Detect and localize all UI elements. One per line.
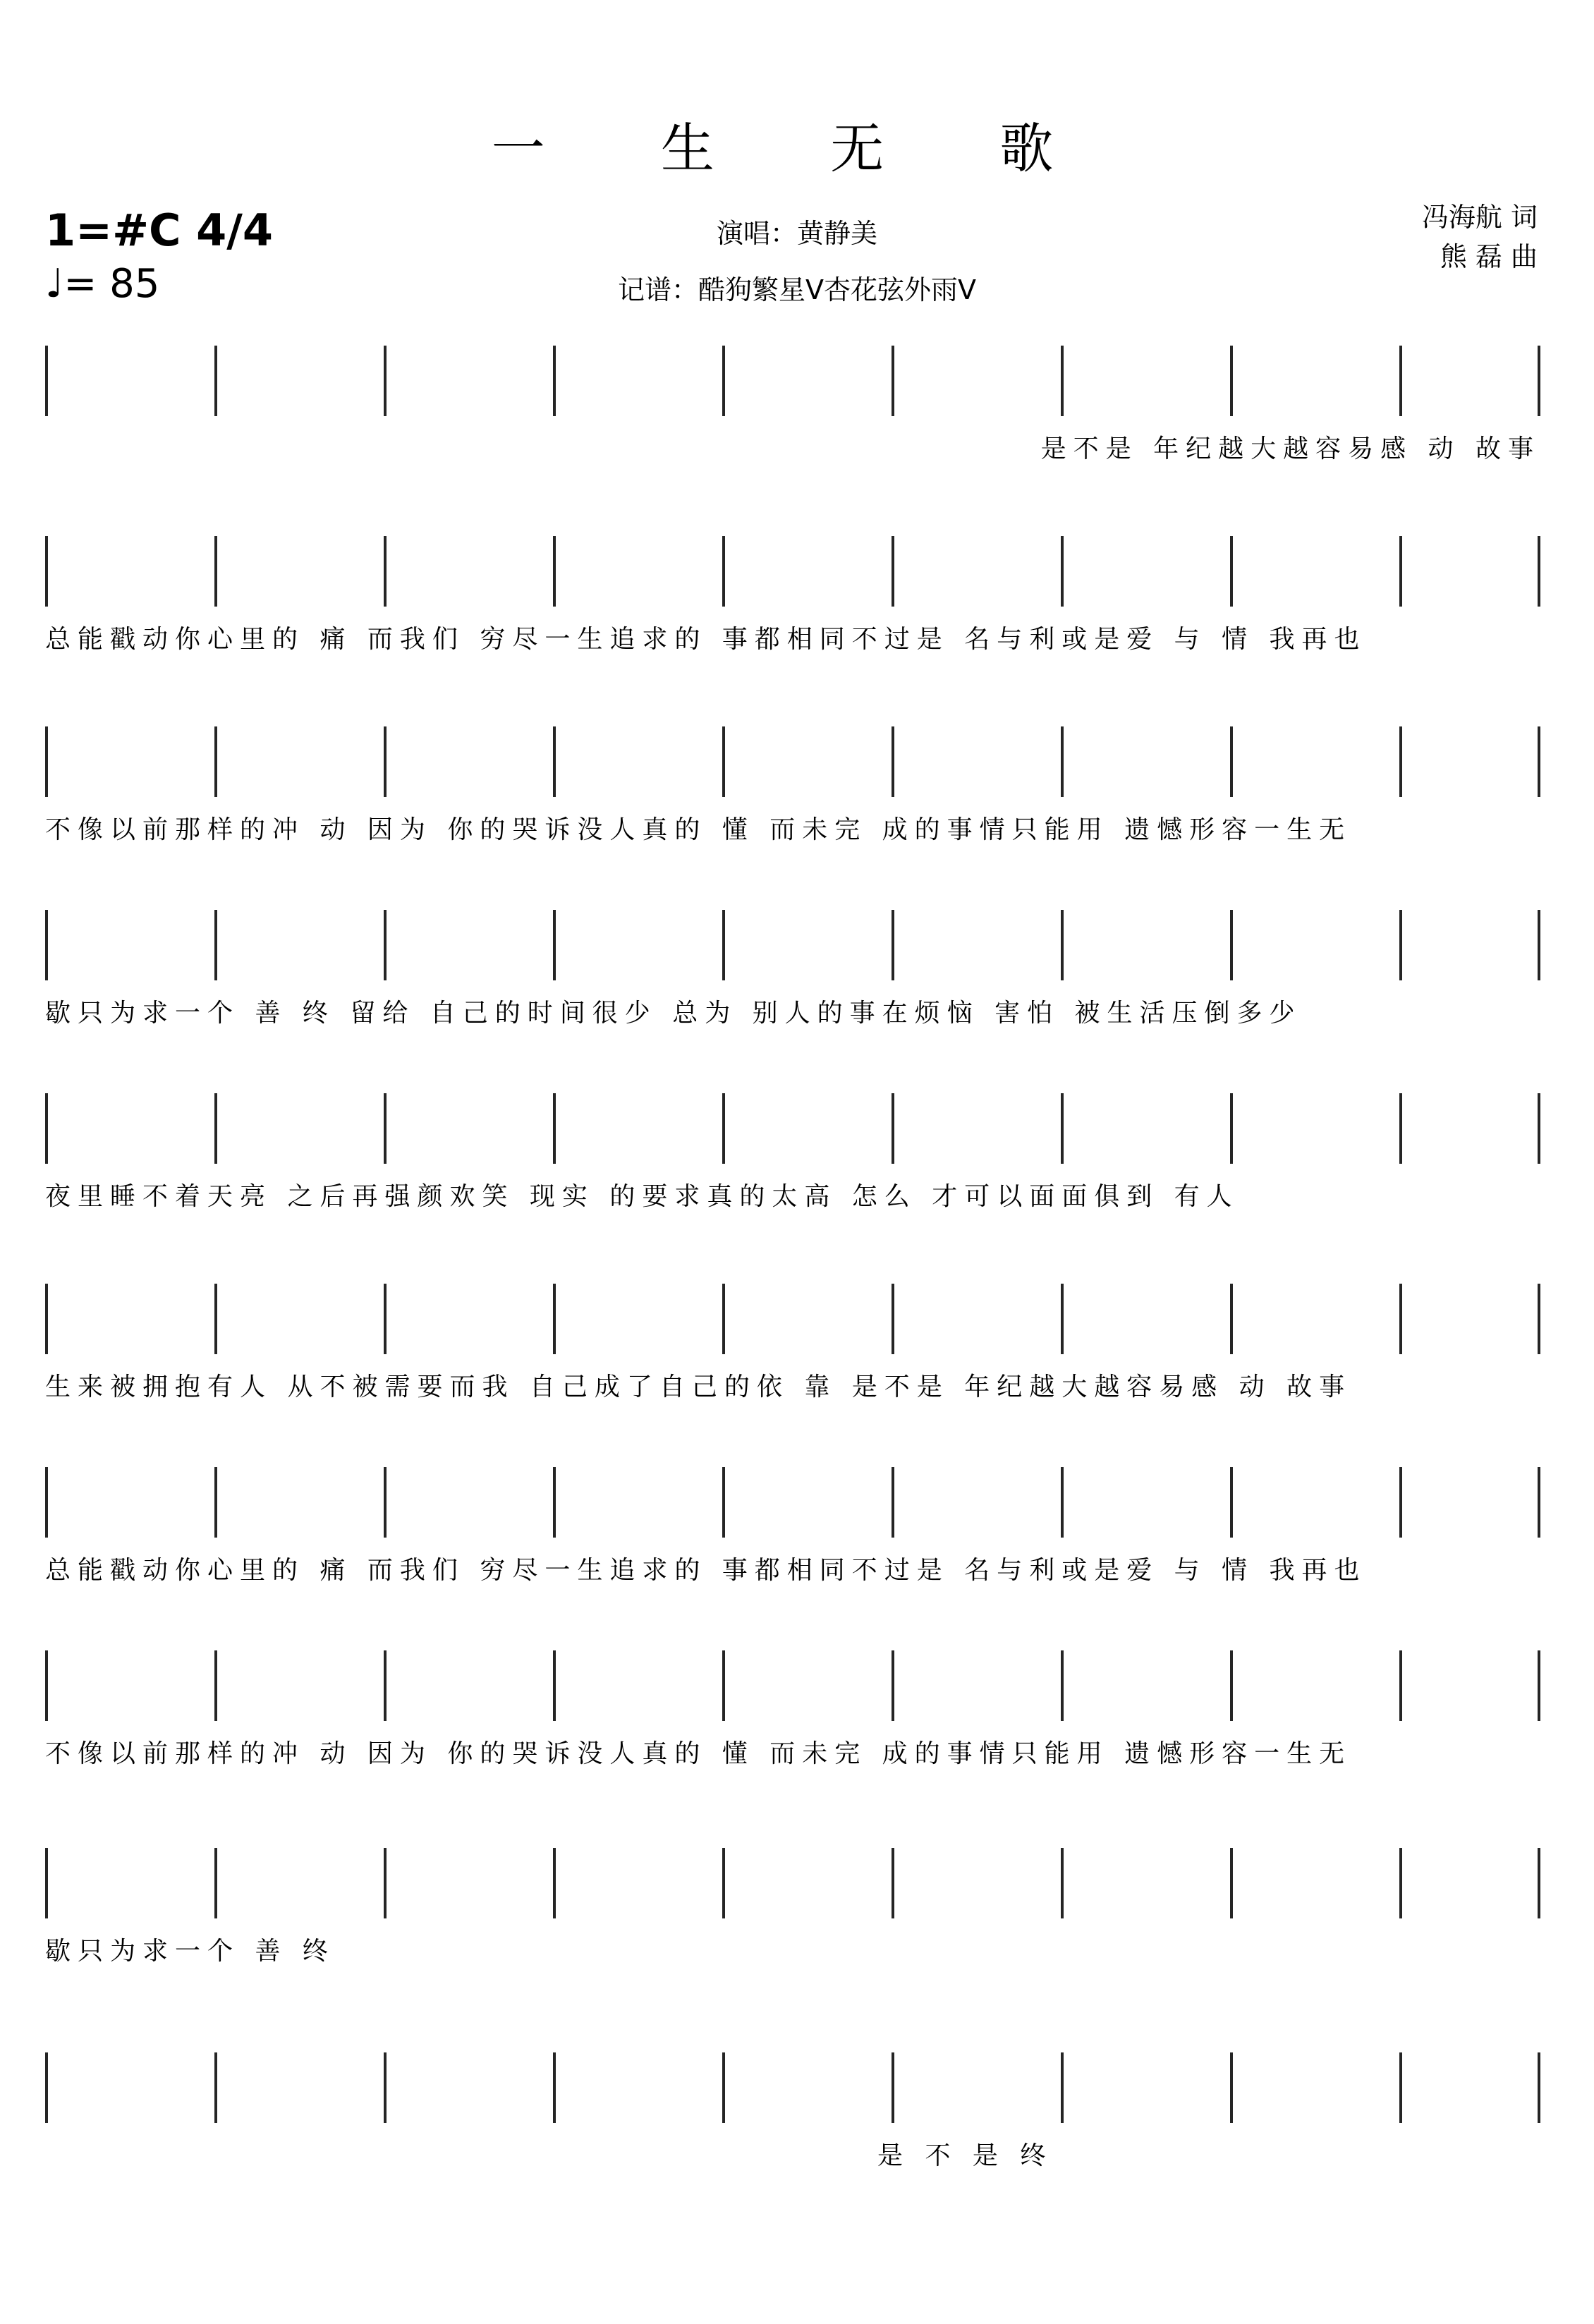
lyric-line: 不像以前那样的冲 动 因为 你的哭诉没人真的 懂 而未完 成的事情只能用 遗憾形容一生无 [45, 1739, 1352, 1768]
tempo-marking: ♩= 85 [45, 261, 160, 307]
notation-line [45, 346, 1540, 416]
lyric-line: 歇只为求一个 善 终 留给 自己的时间很少 总为 别人的事在烦恼 害怕 被生活压倒多少 [45, 999, 1302, 1028]
score-line-5 [45, 1093, 1540, 1212]
score-line-4 [45, 910, 1540, 1029]
notation-line [45, 910, 1540, 980]
composer-credit: 熊 磊 曲 [1440, 241, 1538, 272]
notation-line [45, 1284, 1540, 1354]
notation-line [45, 1467, 1540, 1538]
score-line-7 [45, 1467, 1540, 1586]
notation-line [45, 726, 1540, 797]
score-line-9 [45, 1848, 1540, 1967]
transcriber-credit: 记谱：酷狗繁星V杏花弦外雨V [618, 274, 976, 305]
lyric-line: 歇只为求一个 善 终 [45, 1937, 335, 1966]
author-credits [1422, 197, 1538, 276]
score-line-1 [45, 346, 1540, 465]
score-line-6 [45, 1284, 1540, 1403]
lyric-line: 总能戳动你心里的 痛 而我们 穷尽一生追求的 事都相同不过是 名与利或是爱 与 情 我再也 [45, 1556, 1367, 1585]
lyric-line: 夜里睡不着天亮 之后再强颜欢笑 现实 的要求真的太高 怎么 才可以面面俱到 有人 [45, 1182, 1239, 1211]
notation-line [45, 1093, 1540, 1164]
notation-line [45, 536, 1540, 607]
key-signature: 1=#C 4/4 [45, 205, 274, 256]
lyric-line: 是 不 是 终 [877, 2141, 1053, 2170]
notation-line [45, 2052, 1540, 2123]
score-line-8 [45, 1650, 1540, 1770]
lyric-line: 生来被拥抱有人 从不被需要而我 自己成了自己的依 靠 是不是 年纪越大越容易感 动 故事 [45, 1373, 1352, 1401]
score-line-10 [45, 2052, 1540, 2172]
lyric-line: 不像以前那样的冲 动 因为 你的哭诉没人真的 懂 而未完 成的事情只能用 遗憾形容一生无 [45, 815, 1352, 844]
score-line-3 [45, 726, 1540, 846]
notation-line [45, 1650, 1540, 1721]
song-title: 一 生 无 歌 [491, 117, 1103, 180]
notation-line [45, 1848, 1540, 1918]
singer-credit: 演唱：黄静美 [716, 218, 877, 249]
lyricist-credit: 冯海航 词 [1421, 202, 1538, 233]
lyric-line: 总能戳动你心里的 痛 而我们 穷尽一生追求的 事都相同不过是 名与利或是爱 与 情 我再也 [45, 625, 1367, 654]
lyric-line: 是不是 年纪越大越容易感 动 故事 [1040, 434, 1540, 463]
score-line-2 [45, 536, 1540, 655]
